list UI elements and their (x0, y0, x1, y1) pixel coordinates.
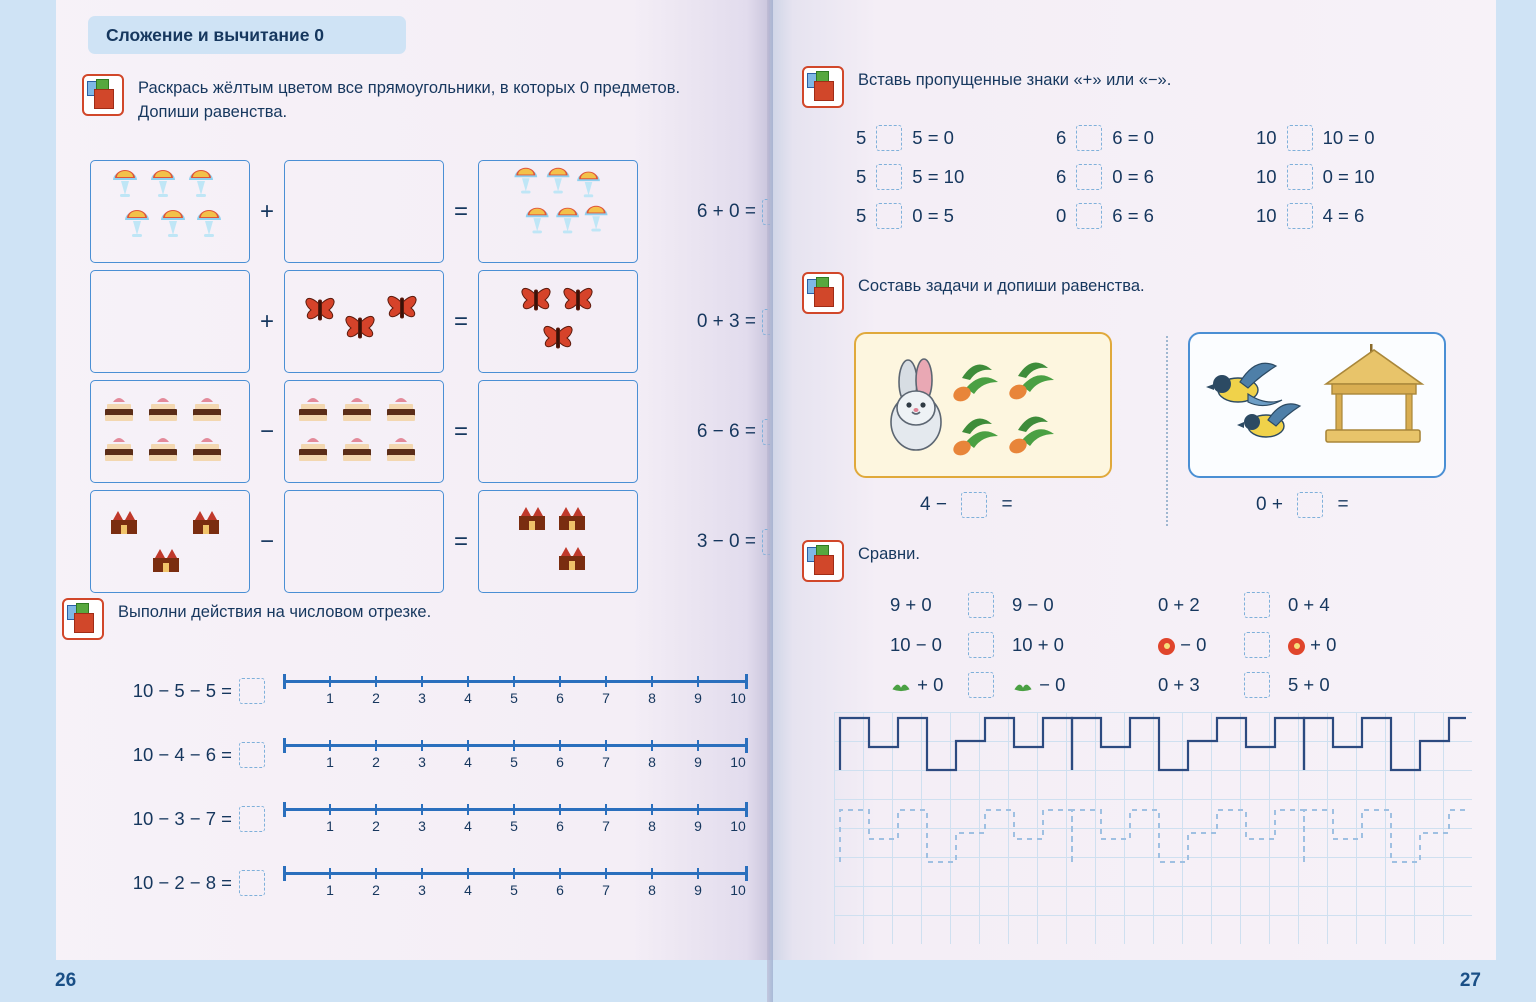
number-line-row (82, 800, 748, 838)
compare-row (890, 592, 1460, 618)
task-5-text: Сравни. (858, 545, 920, 563)
equals-sign: = (453, 307, 468, 335)
equals-sign: = (453, 417, 468, 445)
birds-and-feeder-picture[interactable] (1188, 332, 1446, 478)
compare-sign-input[interactable] (968, 592, 994, 618)
compare-right-leaf: − 0 (994, 674, 1122, 696)
sign-input[interactable] (1076, 203, 1102, 229)
sign-input[interactable] (876, 203, 902, 229)
answer-input[interactable] (239, 870, 265, 896)
sign-row (1256, 125, 1456, 151)
compare-left: 0 + 3 (1158, 674, 1200, 695)
number-line-rows (82, 672, 748, 928)
operand-a: 5 (856, 166, 867, 187)
cake-icon (95, 384, 245, 479)
right-bottom-band (770, 960, 1536, 1002)
number-line[interactable]: 1 2 3 4 5 6 7 8 9 10 (283, 736, 748, 774)
result-items-box[interactable] (478, 160, 638, 263)
result-items-box[interactable] (478, 270, 638, 373)
number-line[interactable]: 1 2 3 4 5 6 7 8 9 10 (283, 672, 748, 710)
sign-input[interactable] (1287, 203, 1313, 229)
compare-right: 9 − 0 (1012, 594, 1054, 615)
task-1-text: Раскрась жёлтым цветом все прямоугольники, в которых 0 предметов. Допиши равенства. (138, 79, 681, 121)
carrot-plant-icon (951, 419, 998, 459)
expression-text: 10 − 4 − 6 = (132, 744, 232, 765)
compare-sign-input[interactable] (968, 672, 994, 698)
answer-input[interactable] (239, 742, 265, 768)
operand-b: 5 = 10 (912, 166, 965, 187)
equation-text: 6 − 6 = (696, 420, 756, 442)
left-bottom-band (0, 960, 770, 1002)
operator-plus: + (259, 307, 274, 335)
task-3 (802, 66, 1402, 108)
carrot-plant-icon (1007, 363, 1054, 403)
task-marker-icon (802, 540, 844, 582)
compare-row (890, 632, 1460, 658)
sign-input[interactable] (1076, 125, 1102, 151)
operand-b: 5 = 0 (912, 127, 954, 148)
equation-prefix: 4 − (920, 494, 947, 516)
butterfly-icon (289, 274, 439, 369)
sign-row (856, 203, 1056, 229)
operand-b: 6 = 6 (1112, 205, 1154, 226)
operator-plus: + (259, 197, 274, 225)
equation-suffix: = (1337, 494, 1349, 516)
equation-text: 6 + 0 = (696, 200, 756, 222)
answer-input[interactable] (1297, 492, 1323, 518)
left-items-box[interactable] (90, 270, 250, 373)
equals-sign: = (453, 527, 468, 555)
operand-a: 5 (856, 127, 867, 148)
compare-sign-input[interactable] (1244, 592, 1270, 618)
compare-left: 0 + 2 (1158, 594, 1200, 615)
task-4-text: Составь задачи и допиши равенства. (858, 277, 1145, 295)
operand-a: 6 (1056, 127, 1067, 148)
chapter-header (88, 16, 406, 54)
sign-row (1056, 164, 1256, 190)
right-items-box[interactable] (284, 380, 444, 483)
task-marker-icon (82, 74, 124, 116)
task-marker-icon (62, 598, 104, 640)
compare-left-leaf: + 0 (890, 674, 968, 696)
picture-equation-row (90, 380, 788, 483)
feeder-icon (1326, 344, 1422, 442)
operand-b: 0 = 10 (1322, 166, 1375, 187)
compare-right: 5 + 0 (1288, 674, 1330, 695)
left-items-box[interactable] (90, 490, 250, 593)
compare-left: 10 − 0 (890, 634, 942, 655)
right-page-edge (1496, 0, 1536, 1002)
operand-b: 6 = 0 (1112, 127, 1154, 148)
right-page (770, 0, 1536, 1002)
number-line[interactable]: 1 2 3 4 5 6 7 8 9 10 (283, 864, 748, 902)
operand-b: 0 = 5 (912, 205, 954, 226)
page-number-left: 26 (55, 970, 77, 991)
answer-input[interactable] (239, 806, 265, 832)
zigzag-step-pattern (834, 712, 1472, 944)
picture-equation-row (90, 270, 788, 373)
ice-cream-icon (503, 164, 613, 259)
divider (1166, 336, 1168, 526)
compare-left: 9 + 0 (890, 594, 932, 615)
signs-column (1256, 125, 1456, 242)
task-2 (62, 598, 662, 640)
equation-prefix: 0 + (1256, 494, 1283, 516)
answer-input[interactable] (239, 678, 265, 704)
task-1 (82, 74, 732, 125)
hare-equation (920, 492, 1013, 518)
operand-b: 0 = 6 (1112, 166, 1154, 187)
castle-icon (95, 494, 245, 589)
task-2-text: Выполни действия на числовом отрезке. (118, 603, 432, 621)
operator-minus: − (259, 417, 274, 445)
expression-text: 10 − 2 − 8 = (132, 872, 232, 893)
task-1-rows (90, 160, 788, 600)
carrot-plant-icon (951, 365, 998, 405)
compare-right-flower: + 0 (1270, 634, 1336, 656)
number-line-row (82, 672, 748, 710)
tracing-grid[interactable] (834, 712, 1472, 944)
operand-b: 4 = 6 (1322, 205, 1365, 226)
answer-input[interactable] (961, 492, 987, 518)
compare-grid (890, 592, 1460, 712)
equation-text: 0 + 3 = (696, 310, 756, 332)
operand-a: 5 (856, 205, 867, 226)
sign-input[interactable] (876, 164, 902, 190)
sign-row (856, 125, 1056, 151)
sign-input[interactable] (1076, 164, 1102, 190)
bird-feeder-icon (1190, 334, 1444, 476)
compare-right: 10 + 0 (1012, 634, 1064, 655)
equation-text: 3 − 0 = (696, 530, 756, 552)
compare-sign-input[interactable] (968, 632, 994, 658)
flower-icon (1288, 638, 1305, 655)
left-items-box[interactable] (90, 160, 250, 263)
butterfly-icon (501, 274, 616, 369)
signs-column (856, 125, 1056, 242)
task-4 (802, 272, 1402, 314)
cake-icon (289, 384, 439, 479)
compare-row (890, 672, 1460, 698)
sign-row (1056, 125, 1256, 151)
chapter-title: Сложение и вычитание 0 (106, 24, 325, 45)
hare-and-carrots-picture[interactable] (854, 332, 1112, 478)
task-marker-icon (802, 66, 844, 108)
compare-right: 0 + 4 (1288, 594, 1330, 615)
book-spine (767, 0, 773, 1002)
expression-text: 10 − 5 − 5 = (132, 680, 232, 701)
task-5 (802, 540, 1402, 582)
task-3-text: Вставь пропущенные знаки «+» или «−». (858, 71, 1172, 89)
operand-b: 10 = 0 (1322, 127, 1375, 148)
operator-minus: − (259, 527, 274, 555)
picture-equation-row (90, 160, 788, 263)
number-line-row (82, 864, 748, 902)
castle-icon (499, 494, 617, 589)
operand-a: 6 (1056, 166, 1067, 187)
flower-icon (1158, 638, 1175, 655)
task-marker-icon (802, 272, 844, 314)
operand-a: 10 (1256, 166, 1277, 187)
leaf-icon (890, 680, 912, 692)
right-items-box[interactable] (284, 270, 444, 373)
right-items-box[interactable] (284, 490, 444, 593)
sign-row (1256, 203, 1456, 229)
operand-a: 0 (1056, 205, 1067, 226)
result-items-box[interactable] (478, 490, 638, 593)
ice-cream-icon (95, 164, 245, 259)
hare-icon (856, 334, 1110, 476)
right-items-box[interactable] (284, 160, 444, 263)
result-items-box[interactable] (478, 380, 638, 483)
leaf-icon (1012, 680, 1034, 692)
signs-column (1056, 125, 1256, 242)
number-line-row (82, 736, 748, 774)
sign-row (856, 164, 1056, 190)
sign-input[interactable] (876, 125, 902, 151)
operand-a: 10 (1256, 205, 1277, 226)
bird-icon (1206, 363, 1282, 405)
picture-equation-row (90, 490, 788, 593)
page-number-right: 27 (1459, 970, 1481, 991)
equation-suffix: = (1001, 494, 1013, 516)
bird-icon (1237, 404, 1300, 437)
signs-grid (856, 125, 1456, 242)
sign-input[interactable] (1287, 125, 1313, 151)
left-items-box[interactable] (90, 380, 250, 483)
left-page-edge (0, 0, 56, 1002)
sign-input[interactable] (1287, 164, 1313, 190)
operand-a: 10 (1256, 127, 1277, 148)
number-line[interactable]: 1 2 3 4 5 6 7 8 9 10 (283, 800, 748, 838)
sign-row (1256, 164, 1456, 190)
expression-text: 10 − 3 − 7 = (132, 808, 232, 829)
birds-equation (1256, 492, 1349, 518)
sign-row (1056, 203, 1256, 229)
compare-sign-input[interactable] (1244, 632, 1270, 658)
compare-sign-input[interactable] (1244, 672, 1270, 698)
compare-left-flower: − 0 (1122, 634, 1244, 656)
carrot-plant-icon (1007, 417, 1054, 457)
equals-sign: = (453, 197, 468, 225)
